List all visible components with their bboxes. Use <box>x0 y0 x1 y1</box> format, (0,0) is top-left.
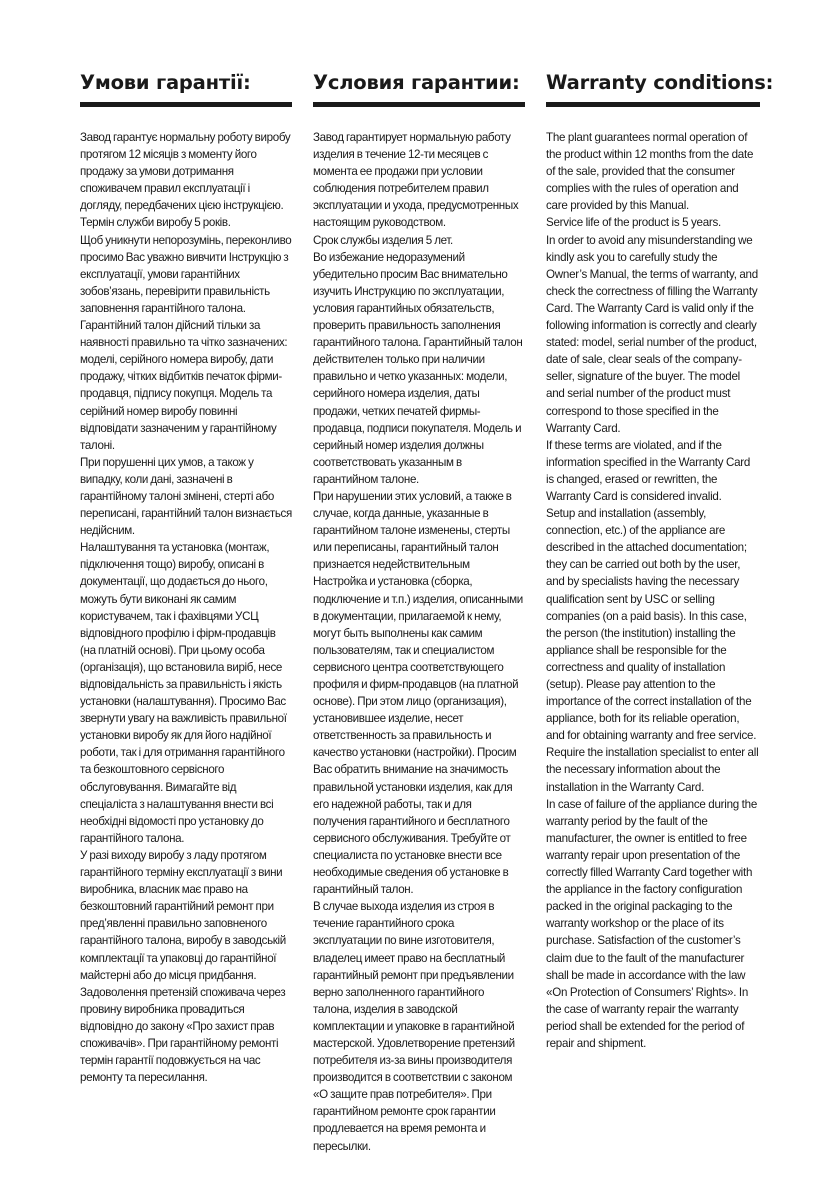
paragraph: In order to avoid any misunderstanding we kindly ask you to carefully study the Owner’s Manual, the terms of warranty, and check the correctness of filling the Warranty Card. The Warranty Card is valid only if the following information is correctly and clearly stated: model, serial number of the product, date of sale, clear seals of the company-seller, signature of the buyer. The model and serial number of the product must correspond to those specified in the Warranty Card. <box>546 233 758 435</box>
paragraph: Щоб уникнути непорозумінь, переконливо просимо Вас уважно вивчити Інструкцію з експлуатації, умови гарантійних зобов’язань, перевірити правильність заповнення гарантійного талона. Гарантійний талон дійсний тільки за наявності правильно та чітко зазначених: моделі, серійного номера виробу, дати продажу, чітких відбитків печаток фірми-продавця, підпису покупця. Модель та серійний номер виробу повинні відповідати зазначеним у гарантійному талоні. <box>80 233 292 452</box>
paragraph: The plant guarantees normal operation of the product within 12 months from the date of the sale, provided that the consumer complies with the rules of operation and care provided by this Manual. <box>546 131 754 213</box>
paragraph: Налаштування та установка (монтаж, підключення тощо) виробу, описані в документації, що додається до нього, можуть бути виконані як самим користувачем, так і фахівцями УСЦ відповідного профілю і фірм-продавців (на платній основі). При цьому особа (організація), що встановила виріб, несе відповідальність за правильність і якість установки (налаштування). Просимо Вас звернути увагу на важливість правильної установки виробу як для його надійної роботи, так і для отримання гарантійного та безкоштовного сервісного обслуговування. Вимагайте від спеціаліста з налаштування внести всі необхідні відомості про установку до гарантійного талона. <box>80 541 287 845</box>
paragraph: Setup and installation (assembly, connection, etc.) of the appliance are described in the attached documentation; they can be carried out both by the user, and by specialists having the necessary qualification sent by USC or selling companies (on a paid basis). In this case, the person (the institution) installing the appliance shall be responsible for the correctness and quality of installation (setup). Please pay attention to the importance of the correct installation of the appliance, both for its reliable operation, and for obtaining warranty and free service. Require the installation specialist to enter all the necessary information about the installation in the Warranty Card. <box>546 507 759 794</box>
column-ukrainian <box>80 68 292 1086</box>
paragraph: Завод гарантує нормальну роботу виробу протягом 12 місяців з моменту його продажу за умови дотримання споживачем правил експлуатації і догляду, передбачених цією інструкцією. <box>80 131 291 213</box>
paragraph: In case of failure of the appliance during the warranty period by the fault of the manufacturer, the owner is entitled to free warranty repair upon presentation of the correctly filled Warranty Card together with the appliance in the factory configuration packed in the original packaging to the warranty workshop or the place of its purchase. Satisfaction of the customer’s claim due to the fault of the manufacturer shall be made in accordance with the law «On Protection of Consumers’ Rights». In the case of warranty repair the warranty period shall be extended for the period of repair and shipment. <box>546 797 758 1050</box>
warranty-text-russian <box>313 129 525 1155</box>
column-russian <box>313 68 525 1155</box>
column-english <box>546 68 774 1052</box>
paragraph: При порушенні цих умов, а також у випадку, коли дані, зазначені в гарантійному талоні змінені, стерті або переписані, гарантійний талон визнається недійсним. <box>80 455 292 538</box>
heading-rule <box>546 102 760 107</box>
paragraph: Срок службы изделия 5 лет. <box>313 233 453 247</box>
paragraph: У разі виходу виробу з ладу протягом гарантійного терміну експлуатації з вини виробника, власник має право на безкоштовний гарантійний ремонт при пред’явленні правильно заповненого гарантійного талона, виробу в заводській комплектації та упаковці до гарантійної майстерні або до місця придбання. Задоволення претензій споживача через провину виробника провадиться відповідно до закону «Про захист прав споживачів». При гарантійному ремонті термін гарантії подовжується на час ремонту та пересилання. <box>80 848 286 1085</box>
paragraph: Завод гарантирует нормальную работу изделия в течение 12-ти месяцев с момента ее продажи при условии соблюдения потребителем правил эксплуатации и ухода, предусмотренных настоящим руководством. <box>313 131 519 230</box>
heading-rule <box>80 102 292 107</box>
heading-english: Warranty conditions: <box>546 71 774 94</box>
heading-russian: Условия гарантии: <box>313 71 520 94</box>
warranty-text-english <box>546 129 760 1052</box>
heading-rule <box>313 102 525 107</box>
paragraph: If these terms are violated, and if the information specified in the Warranty Card is changed, erased or rewritten, the Warranty Card is considered invalid. <box>546 438 751 503</box>
warranty-text-ukrainian <box>80 129 292 1086</box>
paragraph: При нарушении этих условий, а также в случае, когда данные, указанные в гарантийном талоне изменены, стерты или переписаны, гарантийный талон признается недействительным <box>313 489 512 572</box>
paragraph: Настройка и установка (сборка, подключение и т.п.) изделия, описанными в документации, прилагаемой к нему, могут быть выполнены как самим пользователям, так и специалистом сервисного центра соответствующего профиля и фирм-продавцов (на платной основе). При этом лицо (организация), установившее изделие, несет ответственность за правильность и качество установки (настройки). Просим Вас обратить внимание на значимость правильной установки изделия, как для его надежной работы, так и для получения гарантийного и бесплатного сервисного обслуживания. Требуйте от специалиста по установке внести все необходимые сведения об установке в гарантийный талон. <box>313 575 523 897</box>
paragraph: Во избежание недоразумений убедительно просим Вас внимательно изучить Инструкцию по эксплуатации, условия гарантийных обязательств, проверить правильность заполнения гарантийного талона. Гарантийный талон действителен только при наличии правильно и четко указанных: модели, серийного номера изделия, даты продажи, четких печатей фирмы-продавца, подписи покупателя. Модель и серийный номер изделия должны соответствовать указанным в гарантийном талоне. <box>313 250 523 486</box>
paragraph: Термін служби виробу 5 років. <box>80 216 231 230</box>
heading-ukrainian: Умови гарантії: <box>80 71 251 94</box>
paragraph: В случае выхода изделия из строя в течение гарантийного срока эксплуатации по вине изготовителя, владелец имеет право на бесплатный гарантийный ремонт при предъявлении верно заполненного гарантийного талона, изделия в заводской комплектации и упаковке в гарантийной мастерской. Удовлетворение претензий потребителя из-за вины производителя производится в соответствии с законом «О защите прав потребителя». При гарантийном ремонте срок гарантии продлевается на время ремонта и пересылки. <box>313 900 515 1153</box>
paragraph: Service life of the product is 5 years. <box>546 216 722 230</box>
